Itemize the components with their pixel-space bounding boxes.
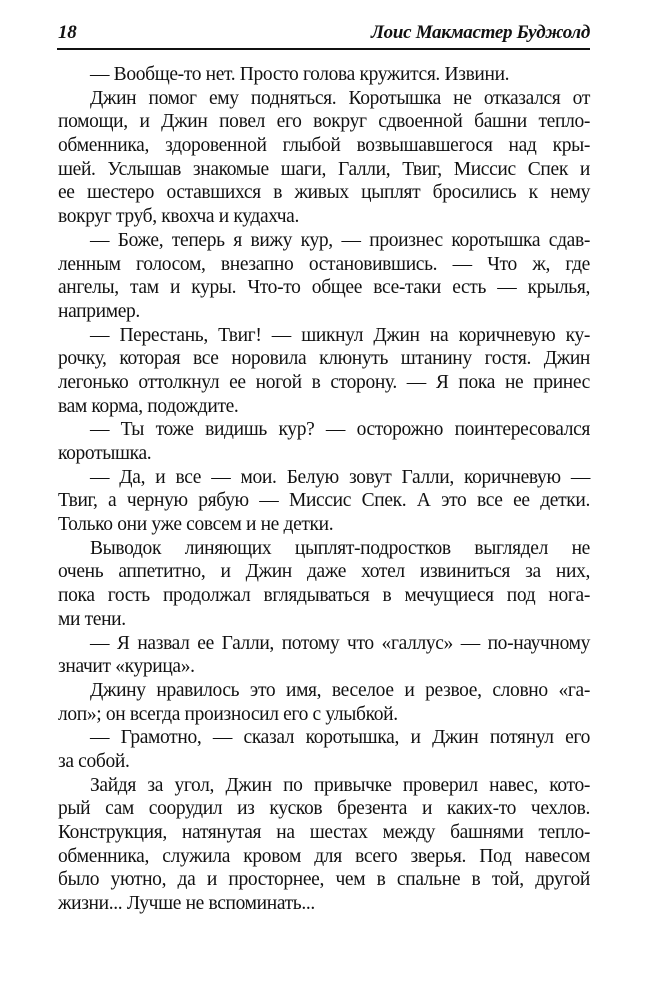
paragraph <box>58 63 590 87</box>
page-number: 18 <box>58 22 77 43</box>
text-line: лоп»; он всегда произносил его с улыбкой. <box>58 703 398 725</box>
paragraph <box>58 87 590 229</box>
text-line: Твиг, а черную рябую — Миссис Спек. А это все ее детки. <box>58 490 590 512</box>
text-line: Зайдя за угол, Джин по привычке проверил навес, кото- <box>90 774 590 796</box>
paragraph <box>58 726 590 773</box>
text-line: Выводок линяющих цыплят-подростков выглядел не <box>90 537 590 559</box>
text-line: пока гость продолжал вглядываться в мечущиеся под нога- <box>58 585 590 607</box>
text-line: вокруг труб, квохча и кудахча. <box>58 206 299 228</box>
paragraph <box>58 632 590 679</box>
header-divider <box>57 48 590 50</box>
text-line: обменника, служила кровом для всего зверья. Под навесом <box>58 845 590 867</box>
paragraph <box>58 679 590 726</box>
text-line: ангелы, там и куры. Что-то общее все-таки есть — крылья, <box>58 277 590 299</box>
paragraph <box>58 537 590 632</box>
text-line: Джин помог ему подняться. Коротышка не отказался от <box>90 87 590 109</box>
text-line: Джину нравилось это имя, веселое и резвое, словно «га- <box>90 679 590 701</box>
text-line: рочку, которая все норовила клюнуть штанину гостя. Джин <box>58 348 590 370</box>
text-line: жизни... Лучше не вспоминать... <box>58 893 315 915</box>
text-line: ее шестеро оставшихся в живых цыплят бросились к нему <box>58 182 590 204</box>
running-header-author: Лоис Макмастер Буджолд <box>370 22 590 43</box>
text-line: например. <box>58 300 140 322</box>
text-line: Конструкция, натянутая на шестах между башнями тепло- <box>58 822 590 843</box>
paragraph <box>58 418 590 465</box>
text-line: — Да, и все — мои. Белую зовут Галли, коричневую — <box>90 466 590 488</box>
paragraph <box>58 229 590 324</box>
text-line: — Ты тоже видишь кур? — осторожно поинтересовался <box>90 419 590 441</box>
text-line: вам корма, подождите. <box>58 395 239 417</box>
text-line: — Грамотно, — сказал коротышка, и Джин потянул его <box>90 727 590 749</box>
text-line: — Вообще-то нет. Просто голова кружится. Извини. <box>90 64 510 85</box>
paragraph <box>58 324 590 419</box>
text-line: значит «курица». <box>58 656 195 678</box>
text-line: шей. Услышав знакомые шаги, Галли, Твиг, Миссис Спек и <box>58 158 590 180</box>
text-line: легонько оттолкнул ее ногой в сторону. — Я пока не принес <box>58 371 590 393</box>
text-line: обменника, здоровенной глыбой возвышавшегося над кры- <box>58 135 590 157</box>
text-line: рый сам соорудил из кусков брезента и каких-то чехлов. <box>58 798 590 820</box>
text-line: — Перестань, Твиг! — шикнул Джин на коричневую ку- <box>90 324 590 346</box>
text-line: было уютно, да и просторнее, чем в спальне в той, другой <box>58 869 590 891</box>
text-line: — Боже, теперь я вижу кур, — произнес коротышка сдав- <box>90 229 590 251</box>
body-text <box>58 63 590 916</box>
text-line: — Я назвал ее Галли, потому что «галлус» — по-научному <box>90 632 590 654</box>
paragraph <box>58 466 590 537</box>
text-line: ленным голосом, внезапно остановившись. — Что ж, где <box>58 253 590 275</box>
text-line: ми тени. <box>58 608 126 630</box>
text-line: коротышка. <box>58 443 152 464</box>
text-line: очень аппетитно, и Джин даже хотел извиниться за них, <box>58 561 590 583</box>
running-header <box>58 20 590 46</box>
paragraph <box>58 774 590 916</box>
text-line: Только они уже совсем и не детки. <box>58 514 334 536</box>
text-line: помощи, и Джин повел его вокруг сдвоенной башни тепло- <box>58 111 590 133</box>
text-line: за собой. <box>58 750 130 772</box>
